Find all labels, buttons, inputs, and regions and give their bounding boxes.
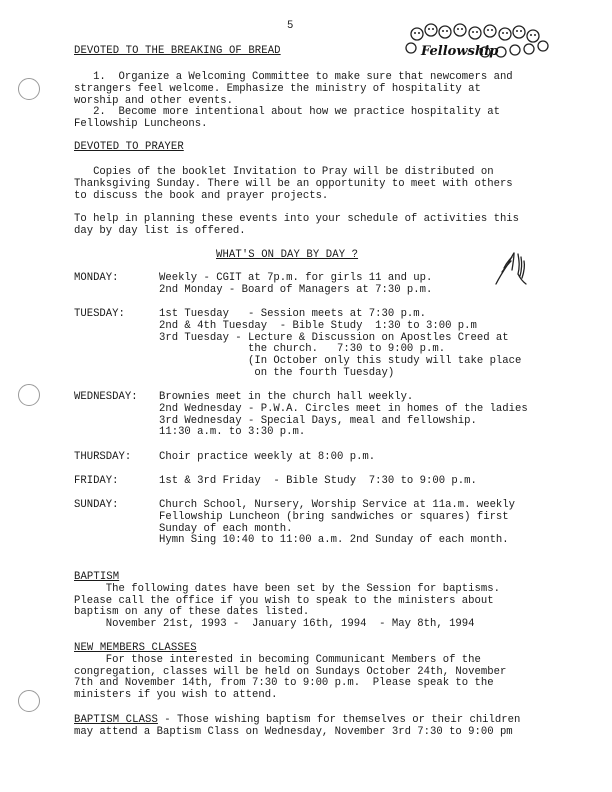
text-line: To help in planning these events into your schedule of activities this <box>74 213 520 225</box>
text-line: baptism on any of these dates listed. <box>74 606 310 619</box>
text-line: 3rd Tuesday - Lecture & Discussion on Apostles Creed at <box>159 331 509 344</box>
text-line: 1st & 3rd Friday - Bible Study 7:30 to 9:00 p.m. <box>159 475 477 487</box>
text-line: (In October only this study will take place <box>159 355 522 368</box>
punch-hole <box>18 78 40 100</box>
prayer-heading-wrap <box>74 142 579 154</box>
text-line: 3rd Wednesday - Special Days, meal and fellowship. <box>159 414 477 427</box>
text-line: congregation, classes will be held on Sundays October 24th, November <box>74 665 507 678</box>
day-label-wednesday: WEDNESDAY: <box>74 391 138 403</box>
day-label-tuesday: TUESDAY: <box>74 308 125 320</box>
text-line: Fellowship Luncheon (bring sandwiches or squares) first <box>159 510 509 523</box>
text-line: Sunday of each month. <box>159 522 293 535</box>
punch-hole <box>18 690 40 712</box>
new-members-heading: NEW MEMBERS CLASSES <box>74 642 197 654</box>
text-line: 2nd Monday - Board of Managers at 7:30 p.m. <box>159 283 433 296</box>
text-line: may attend a Baptism Class on Wednesday, November 3rd 7:30 to 9:00 pm <box>74 725 513 738</box>
day-body-thursday <box>159 452 375 464</box>
day-body-friday <box>159 476 477 488</box>
day-body-wednesday <box>159 392 528 439</box>
new-members-section <box>74 643 579 702</box>
day-body-sunday <box>159 500 515 547</box>
text-line: to discuss the book and prayer projects. <box>74 189 329 202</box>
text-line: Copies of the booklet Invitation to Pray will be distributed on <box>74 166 494 178</box>
text-line: 1. Organize a Welcoming Committee to make sure that newcomers and <box>74 71 513 83</box>
day-label-friday: FRIDAY: <box>74 475 119 487</box>
breaking-bread-section <box>74 46 579 58</box>
text-line: Choir practice weekly at 8:00 p.m. <box>159 451 376 463</box>
text-line: Weekly - CGIT at 7p.m. for girls 11 and up. <box>159 272 433 284</box>
text-line: ministers if you wish to attend. <box>74 689 278 702</box>
text-line: Brownies meet in the church hall weekly. <box>159 391 414 403</box>
planning-intro <box>74 214 579 238</box>
text-line: on the fourth Tuesday) <box>159 366 395 379</box>
text-line: 2nd & 4th Tuesday - Bible Study 1:30 to 3:00 p.m <box>159 319 477 332</box>
text-line: day by day list is offered. <box>74 224 246 237</box>
text-line: strangers feel welcome. Emphasize the ministry of hospitality at <box>74 82 481 95</box>
text-line: For those interested in becoming Communicant Members of the <box>74 653 481 666</box>
text-line: Fellowship Luncheons. <box>74 118 208 131</box>
day-body-tuesday <box>159 309 521 380</box>
praying-hands-icon <box>492 250 532 286</box>
text-line: 2. Become more intentional about how we practice hospitality at <box>74 106 500 119</box>
day-label-monday: MONDAY: <box>74 272 119 284</box>
text-line: worship and other events. <box>74 94 233 107</box>
breaking-bread-body <box>74 72 579 131</box>
day-label-sunday: SUNDAY: <box>74 499 119 511</box>
text-line: 2nd Wednesday - P.W.A. Circles meet in homes of the ladies <box>159 402 528 415</box>
text-line: the church. 7:30 to 9:00 p.m. <box>159 343 446 356</box>
text-line: 11:30 a.m. to 3:30 p.m. <box>159 426 306 439</box>
text-line: 1st Tuesday - Session meets at 7:30 p.m. <box>159 308 427 320</box>
baptism-class-heading: BAPTISM CLASS <box>74 714 158 726</box>
prayer-heading: DEVOTED TO PRAYER <box>74 141 184 153</box>
page-number: 5 <box>287 20 294 32</box>
text-line: Please call the office if you wish to speak to the ministers about <box>74 594 494 607</box>
logo-text: Fellowship <box>421 44 499 59</box>
text-line: 7th and November 14th, from 7:30 to 9:00 p.m. Please speak to the <box>74 677 494 690</box>
prayer-body <box>74 167 579 202</box>
text-line: Hymn Sing 10:40 to 11:00 a.m. 2nd Sunday of each month. <box>159 534 509 547</box>
text-line: Church School, Nursery, Worship Service at 11a.m. weekly <box>159 499 516 511</box>
schedule-heading: WHAT'S ON DAY BY DAY ? <box>216 249 359 261</box>
day-body-monday <box>159 273 432 297</box>
day-label-thursday: THURSDAY: <box>74 451 132 463</box>
breaking-bread-heading: DEVOTED TO THE BREAKING OF BREAD <box>74 45 281 57</box>
text-line: Thanksgiving Sunday. There will be an opportunity to meet with others <box>74 177 513 190</box>
baptism-heading: BAPTISM <box>74 571 120 583</box>
baptism-section <box>74 572 579 631</box>
baptism-class-first-rest: - Those wishing baptism for themselves or their children <box>157 714 521 726</box>
text-line: November 21st, 1993 - January 16th, 1994 - May 8th, 1994 <box>74 618 475 631</box>
baptism-class-section <box>74 715 579 739</box>
text-line: The following dates have been set by the Session for baptisms. <box>74 582 500 595</box>
punch-hole <box>18 384 40 406</box>
